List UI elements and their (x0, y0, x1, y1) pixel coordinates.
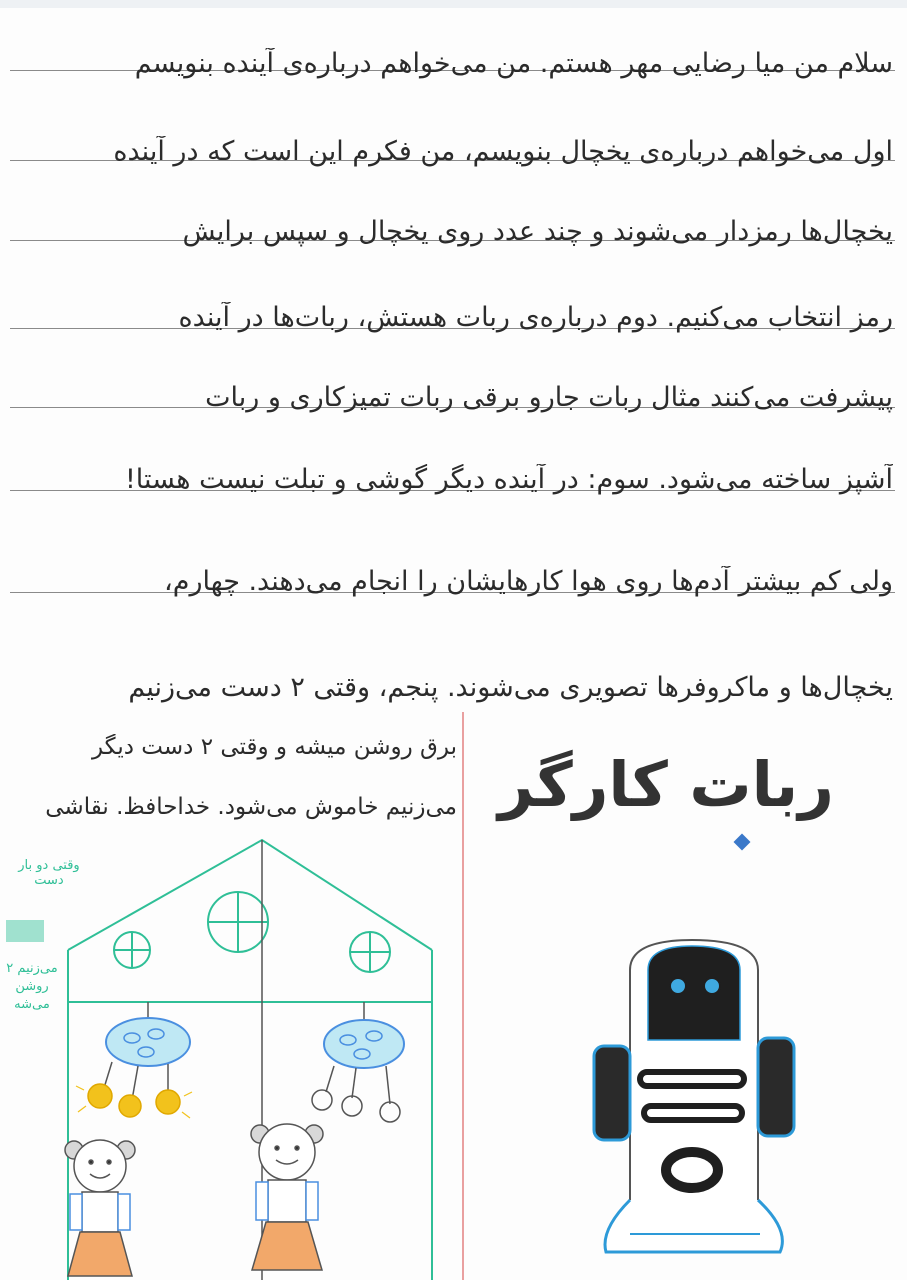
scribble-mark (6, 920, 44, 942)
text-line-10: می‌زنیم خاموش می‌شود. خداحافظ. نقاشی (45, 794, 457, 820)
robot-eye-icon (704, 978, 720, 994)
robot-head (648, 946, 740, 1040)
house-drawing (0, 830, 462, 1280)
text-line-1: سلام من میا رضایی مهر هستم. من می‌خواهم درباره‌ی آینده بنویسم (134, 48, 893, 79)
page-top-edge (0, 0, 907, 8)
side-note-bottom: می‌زنیم ۲ روشن می‌شه (6, 961, 58, 1012)
off-chandelier-icon (312, 1002, 404, 1122)
lit-chandelier-icon (76, 1002, 192, 1118)
robot-title: ربات کارگر (498, 748, 834, 821)
margin-line (462, 712, 464, 1280)
text-line-9: برق روشن میشه و وقتی ۲ دست دیگر (91, 734, 457, 760)
girl-figure-right (251, 1124, 323, 1270)
text-line-3: یخچال‌ها رمزدار می‌شوند و چند عدد روی یخچال و سپس برایش (182, 216, 893, 247)
text-line-7: ولی کم بیشتر آدم‌ها روی هوا کارهایشان را انجام می‌دهند. چهارم، (164, 566, 893, 597)
text-line-4: رمز انتخاب می‌کنیم. دوم درباره‌ی ربات هستش، ربات‌ها در آینده (178, 302, 893, 333)
girl-figure-left (65, 1140, 135, 1276)
text-line-6: آشپز ساخته می‌شود. سوم: در آینده دیگر گوشی و تبلت نیست هستا! (124, 464, 893, 495)
title-dot (734, 834, 751, 851)
text-line-2: اول می‌خواهم درباره‌ی یخچال بنویسم، من فکرم این است که در آینده (113, 136, 893, 167)
robot-base (605, 1200, 782, 1252)
robot-belly-ring (666, 1152, 718, 1188)
robot-eye-icon (670, 978, 686, 994)
robot-left-arm (594, 1046, 630, 1140)
robot-slot (644, 1106, 742, 1120)
robot-right-arm (758, 1038, 794, 1136)
side-note-top: وقتی دو بار دست (18, 858, 80, 888)
robot-drawing (560, 930, 820, 1270)
robot-slot (640, 1072, 744, 1086)
text-line-8: یخچال‌ها و ماکروفرها تصویری می‌شوند. پنجم، وقتی ۲ دست می‌زنیم (128, 672, 893, 703)
text-line-5: پیشرفت می‌کنند مثال ربات جارو برقی ربات تمیزکاری و ربات (205, 382, 893, 413)
